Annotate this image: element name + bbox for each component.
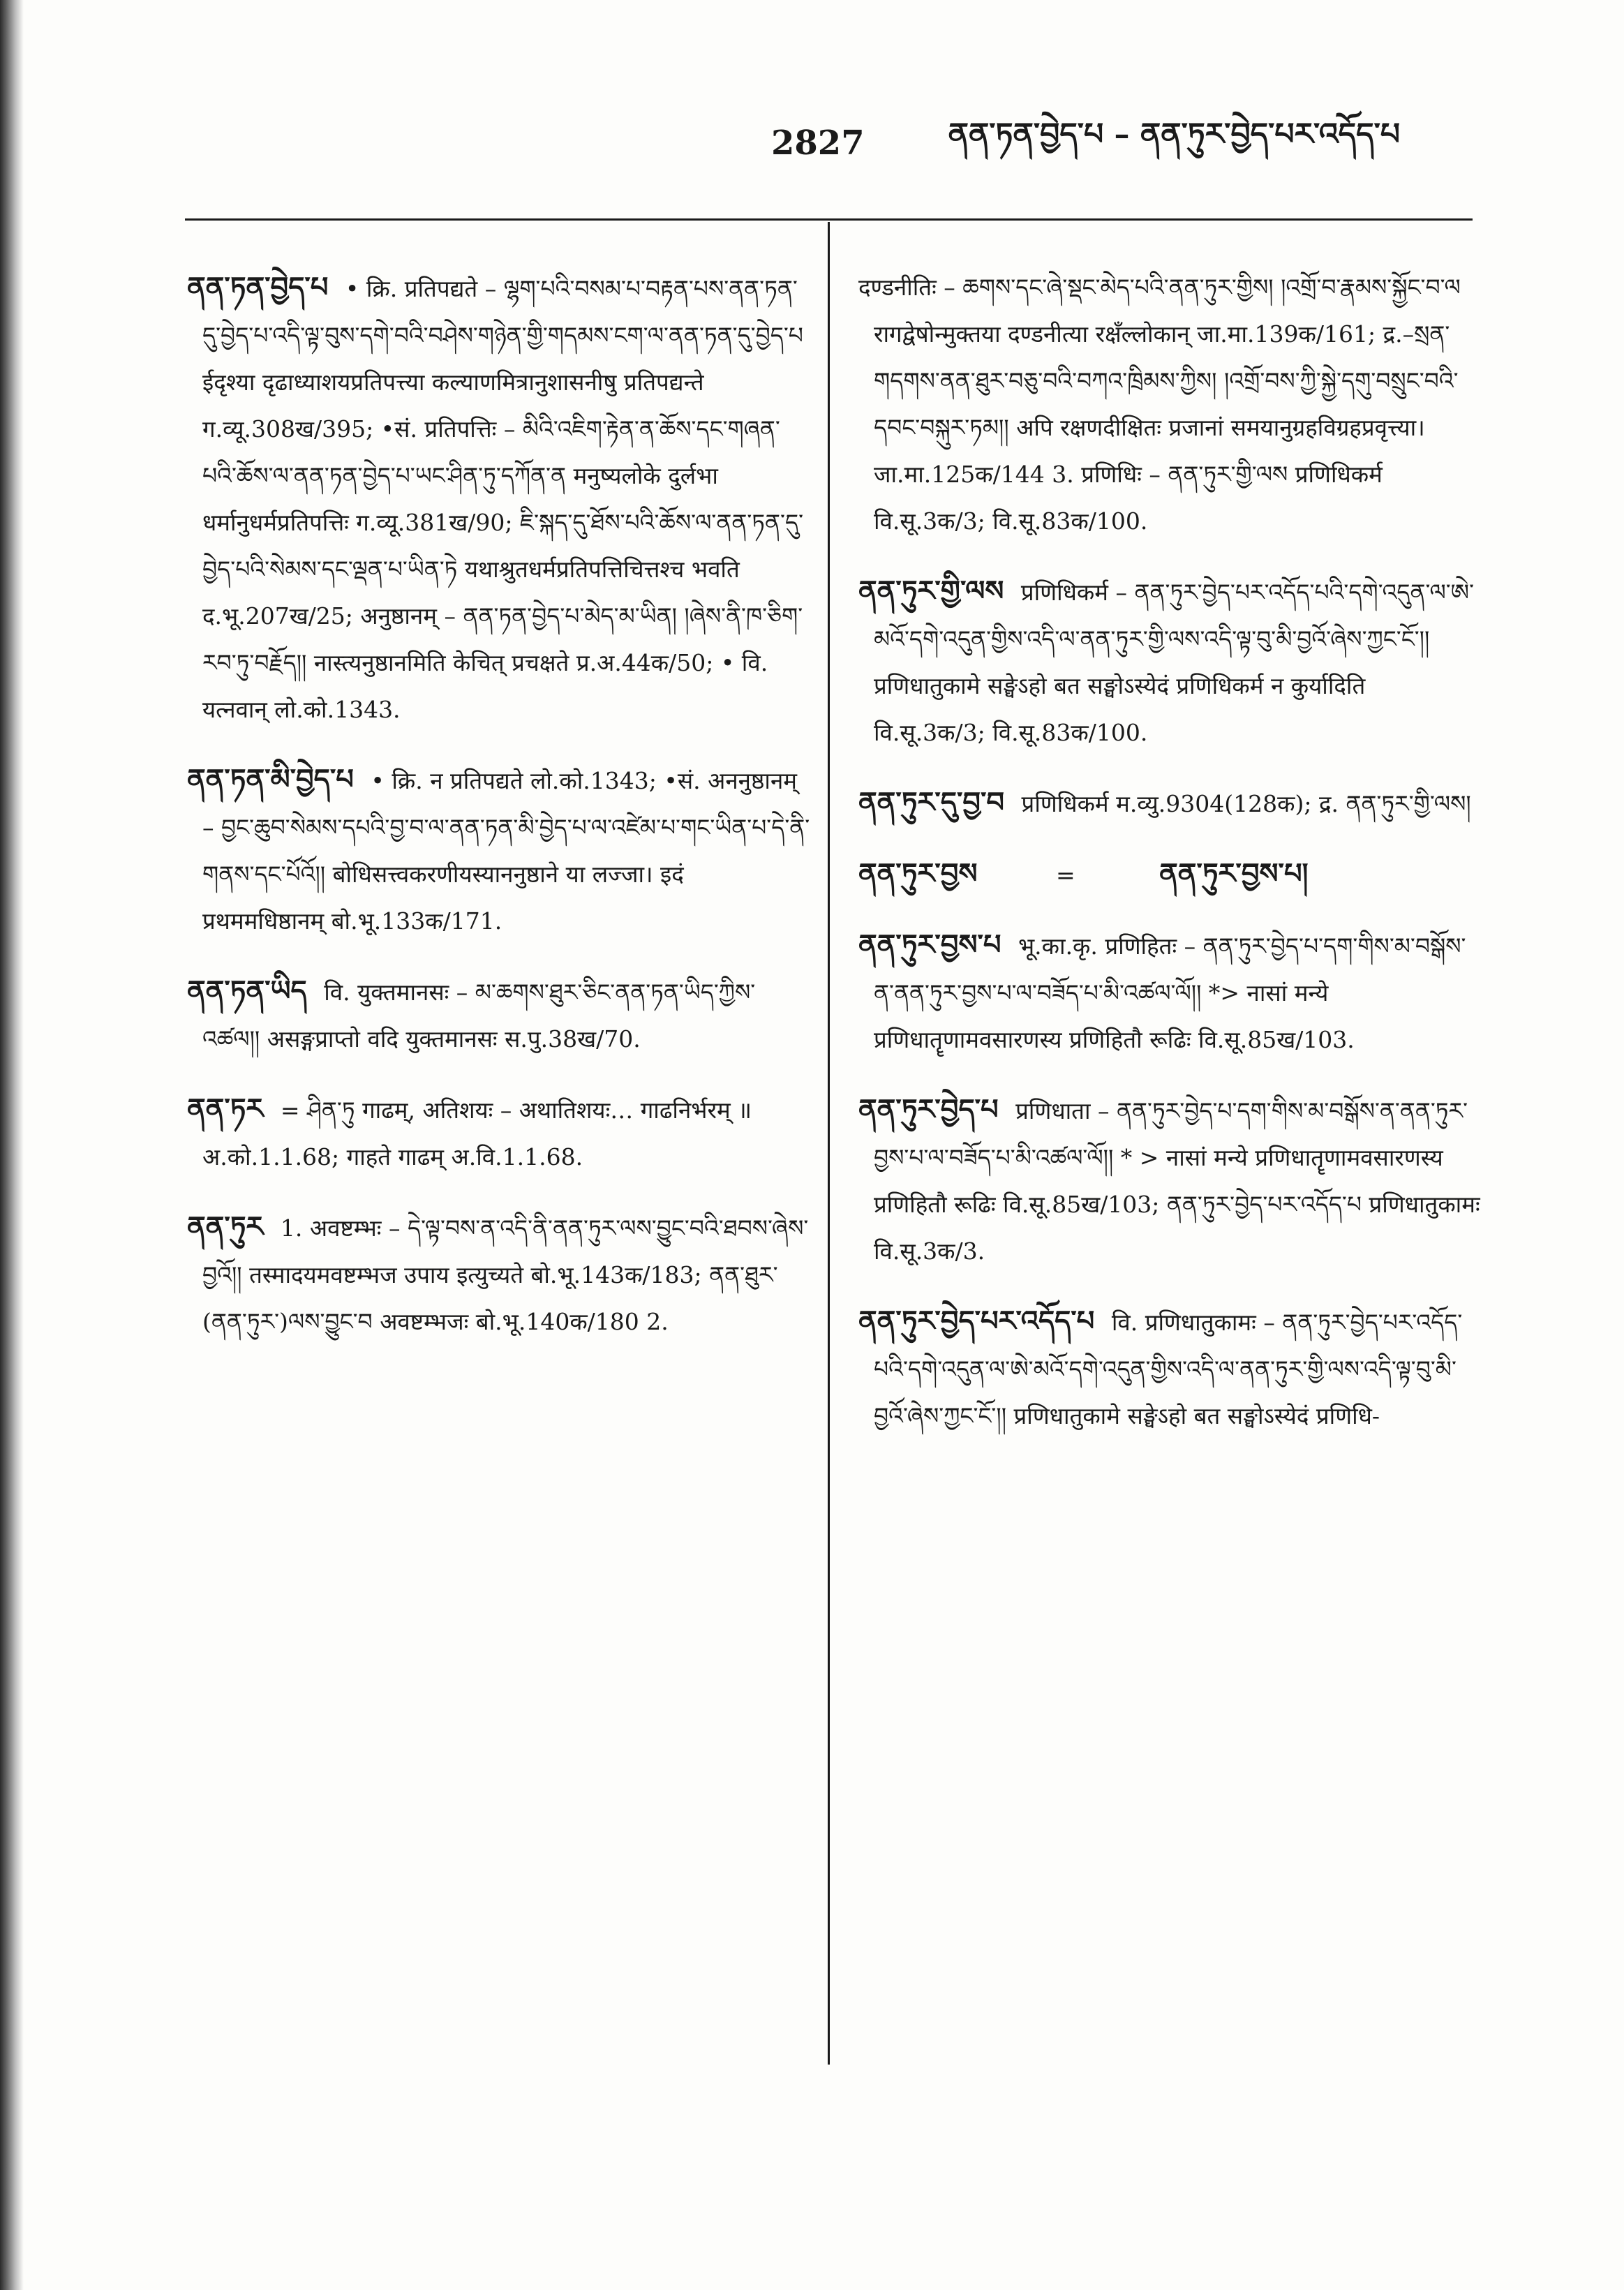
entry-headword: ནན་ཏུར་དུ་བྱ་བ: [858, 786, 1005, 819]
entry-body: 1. अवष्टम्भः – དེ་ལྟ་བས་ན་འདི་ནི་ནན་ཏུར་ལས་བྱུང་བའི་ཐབས་ཞེས་བྱའོ།། तस्मादयमवष्टम्भज उपाय इत्युच्यते बो.भू.143क/183; ནན་ཐུར་(ནན་ཏུར་)ལས་བྱུང་བ अवष्टम्भजः बो.भू.140क/180 2.: [202, 1214, 809, 1335]
column-divider: [828, 222, 830, 2065]
cross-reference: ནན་ཏུར་བྱས་པ།: [1159, 857, 1309, 890]
entry-body: = ཤིན་ཏུ गाढम्, अतिशयः – अथातिशयः… गाढनिर्भरम् ॥ अ.को.1.1.68; गाहते गाढम् अ.वि.1.1.68.: [202, 1096, 752, 1170]
entry-body: प्रणिधिकर्म – ནན་ཏུར་བྱེད་པར་འདོད་པའི་དགེ་འདུན་ལ་ཨེ་མའོ་དགེ་འདུན་གྱིས་འདི་ལ་ནན་ཏུར་གྱི་ལས་འདི་ལྟ་བུ་མི་བྱའོ་ཞེས་ཀྱང་ངོ་།། प्रणिधातुकामे सङ्घेऽहो बत सङ्घोऽस्येदं प्रणिधिकर्म न कुर्यादिति वि.सू.3क/3; वि.सू.83क/100.: [874, 579, 1475, 746]
page-number: 2827: [771, 124, 865, 163]
dictionary-entry: [858, 567, 1483, 756]
dictionary-entry: [187, 1085, 812, 1180]
entry-headword: ནན་ཏན་བྱེད་པ: [187, 271, 329, 304]
dictionary-entry: [858, 850, 1483, 898]
entry-body: प्रणिधाता – ནན་ཏུར་བྱེད་པ་དག་གིས་མ་བསྒོས་ན་ནན་ཏུར་བྱས་པ་ལ་བཟོད་པ་མི་འཚལ་ལོ།། * > नासां मन्ये प्रणिधातॄणामवसारणस्य प्रणिहितौ रूढिः वि.सू.85ख/103; ནན་ཏུར་བྱེད་པར་འདོད་པ प्रणिधातुकामः वि.सू.3क/3.: [874, 1097, 1480, 1265]
entry-headword: ནན་ཏན་ཡིད: [187, 974, 307, 1007]
entry-body: वि. प्रणिधातुकामः – ནན་ཏུར་བྱེད་པར་འདོད་པའི་དགེ་འདུན་ལ་ཨེ་མའོ་དགེ་འདུན་གྱིས་འདི་ལ་ནན་ཏུར་གྱི་ལས་འདི་ལྟ་བུ་མི་བྱའོ་ཞེས་ཀྱང་ངོ་།། प्रणिधातुकामे सङ्घेऽहो बत सङ्घोऽस्येदं प्रणिधि-: [874, 1309, 1463, 1429]
entry-headword: ནན་ཏུར་གྱི་ལས: [858, 574, 1004, 607]
entry-headword: ནན་ཏུར་བྱས: [858, 857, 978, 890]
dictionary-entry: [187, 756, 812, 944]
running-head: ནན་ཏན་བྱེད་པ – ནན་ཏུར་བྱེད་པར་འདོད་པ: [948, 117, 1401, 152]
entry-body: प्रणिधिकर्म म.व्यु.9304(128क); द्र. ནན་ཏུར་གྱི་ལས།: [1021, 790, 1471, 817]
equals-sign: =: [1055, 861, 1075, 889]
entry-body: भू.का.कृ. प्रणिहितः – ནན་ཏུར་བྱེད་པ་དག་གིས་མ་བསྒོས་ན་ནན་ཏུར་བྱས་པ་ལ་བཟོད་པ་མི་འཚལ་ལོ།། *> नासां मन्ये प्रणिधातॄणामवसारणस्य प्रणिहितौ रूढिः वि.सू.85ख/103.: [874, 932, 1466, 1053]
header-rule: [185, 218, 1473, 221]
left-column: [187, 241, 812, 1359]
entry-headword: ནན་ཏུར་བྱས་པ: [858, 928, 1001, 961]
dictionary-entry: [187, 264, 812, 733]
dictionary-entry: [858, 1298, 1483, 1439]
entry-headword: ནན་ཏུར་བྱེད་པར་འདོད་པ: [858, 1304, 1095, 1337]
page-header: [771, 115, 1469, 171]
entry-headword: ནན་ཏུར: [187, 1210, 264, 1243]
entry-body: वि. युक्तमानसः – མ་ཆགས་ཐུར་ཅིང་ནན་ཏན་ཡིད་ཀྱིས་འཚལ།། असङ्गप्राप्तो वदि युक्तमानसः स.पु.38ख/70.: [202, 979, 756, 1053]
dictionary-entry-continued: [858, 264, 1483, 544]
entry-headword: ནན་ཏན་མི་བྱེད་པ: [187, 763, 354, 796]
entry-body: • क्रि. प्रतिपद्यते – ལྷག་པའི་བསམ་པ་བརྟན་པས་ནན་ཏན་དུ་བྱེད་པ་འདི་ལྟ་བུས་དགེ་བའི་བཤེས་གཉེན་གྱི་གདམས་ངག་ལ་ནན་ཏན་དུ་བྱེད་པ ईदृश्या दृढाध्याशयप्रतिपत्त्या कल्याणमित्रानुशासनीषु प्रतिपद्यन्ते ग.व्यू.308ख/395; •सं. प्रतिपत्तिः – མིའི་འཇིག་རྟེན་ན་ཆོས་དང་གཞན་པའི་ཆོས་ལ་ནན་ཏན་བྱེད་པ་ཡང་ཤིན་ཏུ་དཀོན་ན मनुष्यलोके दुर्लभा धर्मानुधर्मप्रतिपत्तिः ग.व्यू.381ख/90; ཇི་སྐད་དུ་ཐོས་པའི་ཆོས་ལ་ནན་ཏན་དུ་བྱེད་པའི་སེམས་དང་ལྡན་པ་ཡིན་ཏེ यथाश्रुतधर्मप्रतिपत्तिचित्तश्च भवति द.भू.207ख/25; अनुष्ठानम् – ནན་ཏན་བྱེད་པ་མེད་མ་ཡིན། །ཞེས་ནི་ཁ་ཅིག་རབ་ཏུ་བརྗོད།། नास्त्यनुष्ठानमिति केचित् प्रचक्षते प्र.अ.44क/50; • वि. यत्नवान् लो.को.1343.: [202, 275, 804, 723]
entry-body: दण्डनीतिः – ཆགས་དང་ཞེ་སྡང་མེད་པའི་ནན་ཏུར་གྱིས། །འགྲོ་བ་རྣམས་སྐྱོང་བ་ལ रागद्वेषोन्मुक्तया दण्डनीत्या रक्षँल्लोकान् जा.मा.139क/161; द्र.–སྲན་གདགས་ནན་ཐུར་བཅུ་བའི་བཀའ་ཁྲིམས་ཀྱིས། །འགྲོ་བས་ཀྱི་སྐྱེ་དགུ་བསྲུང་བའི་དབང་བསྐུར་ཏམ།། अपि रक्षणदीक्षितः प्रजानां समयानुग्रहविग्रहप्रवृत्त्या। जा.मा.125क/144 3. प्रणिधिः – ནན་ཏུར་གྱི་ལས प्रणिधिकर्म वि.सू.3क/3; वि.सू.83क/100.: [858, 274, 1461, 535]
dictionary-entry: [858, 779, 1483, 827]
dictionary-entry: [187, 967, 812, 1062]
entry-headword: ནན་ཏར: [187, 1092, 264, 1125]
dictionary-entry: [858, 921, 1483, 1063]
dictionary-entry: [187, 1203, 812, 1345]
book-spine-shadow: [0, 0, 24, 2290]
dictionary-entry: [858, 1086, 1483, 1274]
entry-headword: ནན་ཏུར་བྱེད་པ: [858, 1093, 999, 1126]
entry-body: • क्रि. न प्रतिपद्यते लो.को.1343; •सं. अननुष्ठानम् – བྱང་ཆུབ་སེམས་དཔའི་བྱ་བ་ལ་ནན་ཏན་མི་བྱེད་པ་ལ་འཛེམ་པ་གང་ཡིན་པ་དེ་ནི་གནས་དང་པོའོ།། बोधिसत्त्वकरणीयस्याननुष्ठाने या लज्जा। इदं प्रथममधिष्ठानम् बो.भू.133क/171.: [202, 767, 810, 935]
right-column: [858, 241, 1483, 1453]
